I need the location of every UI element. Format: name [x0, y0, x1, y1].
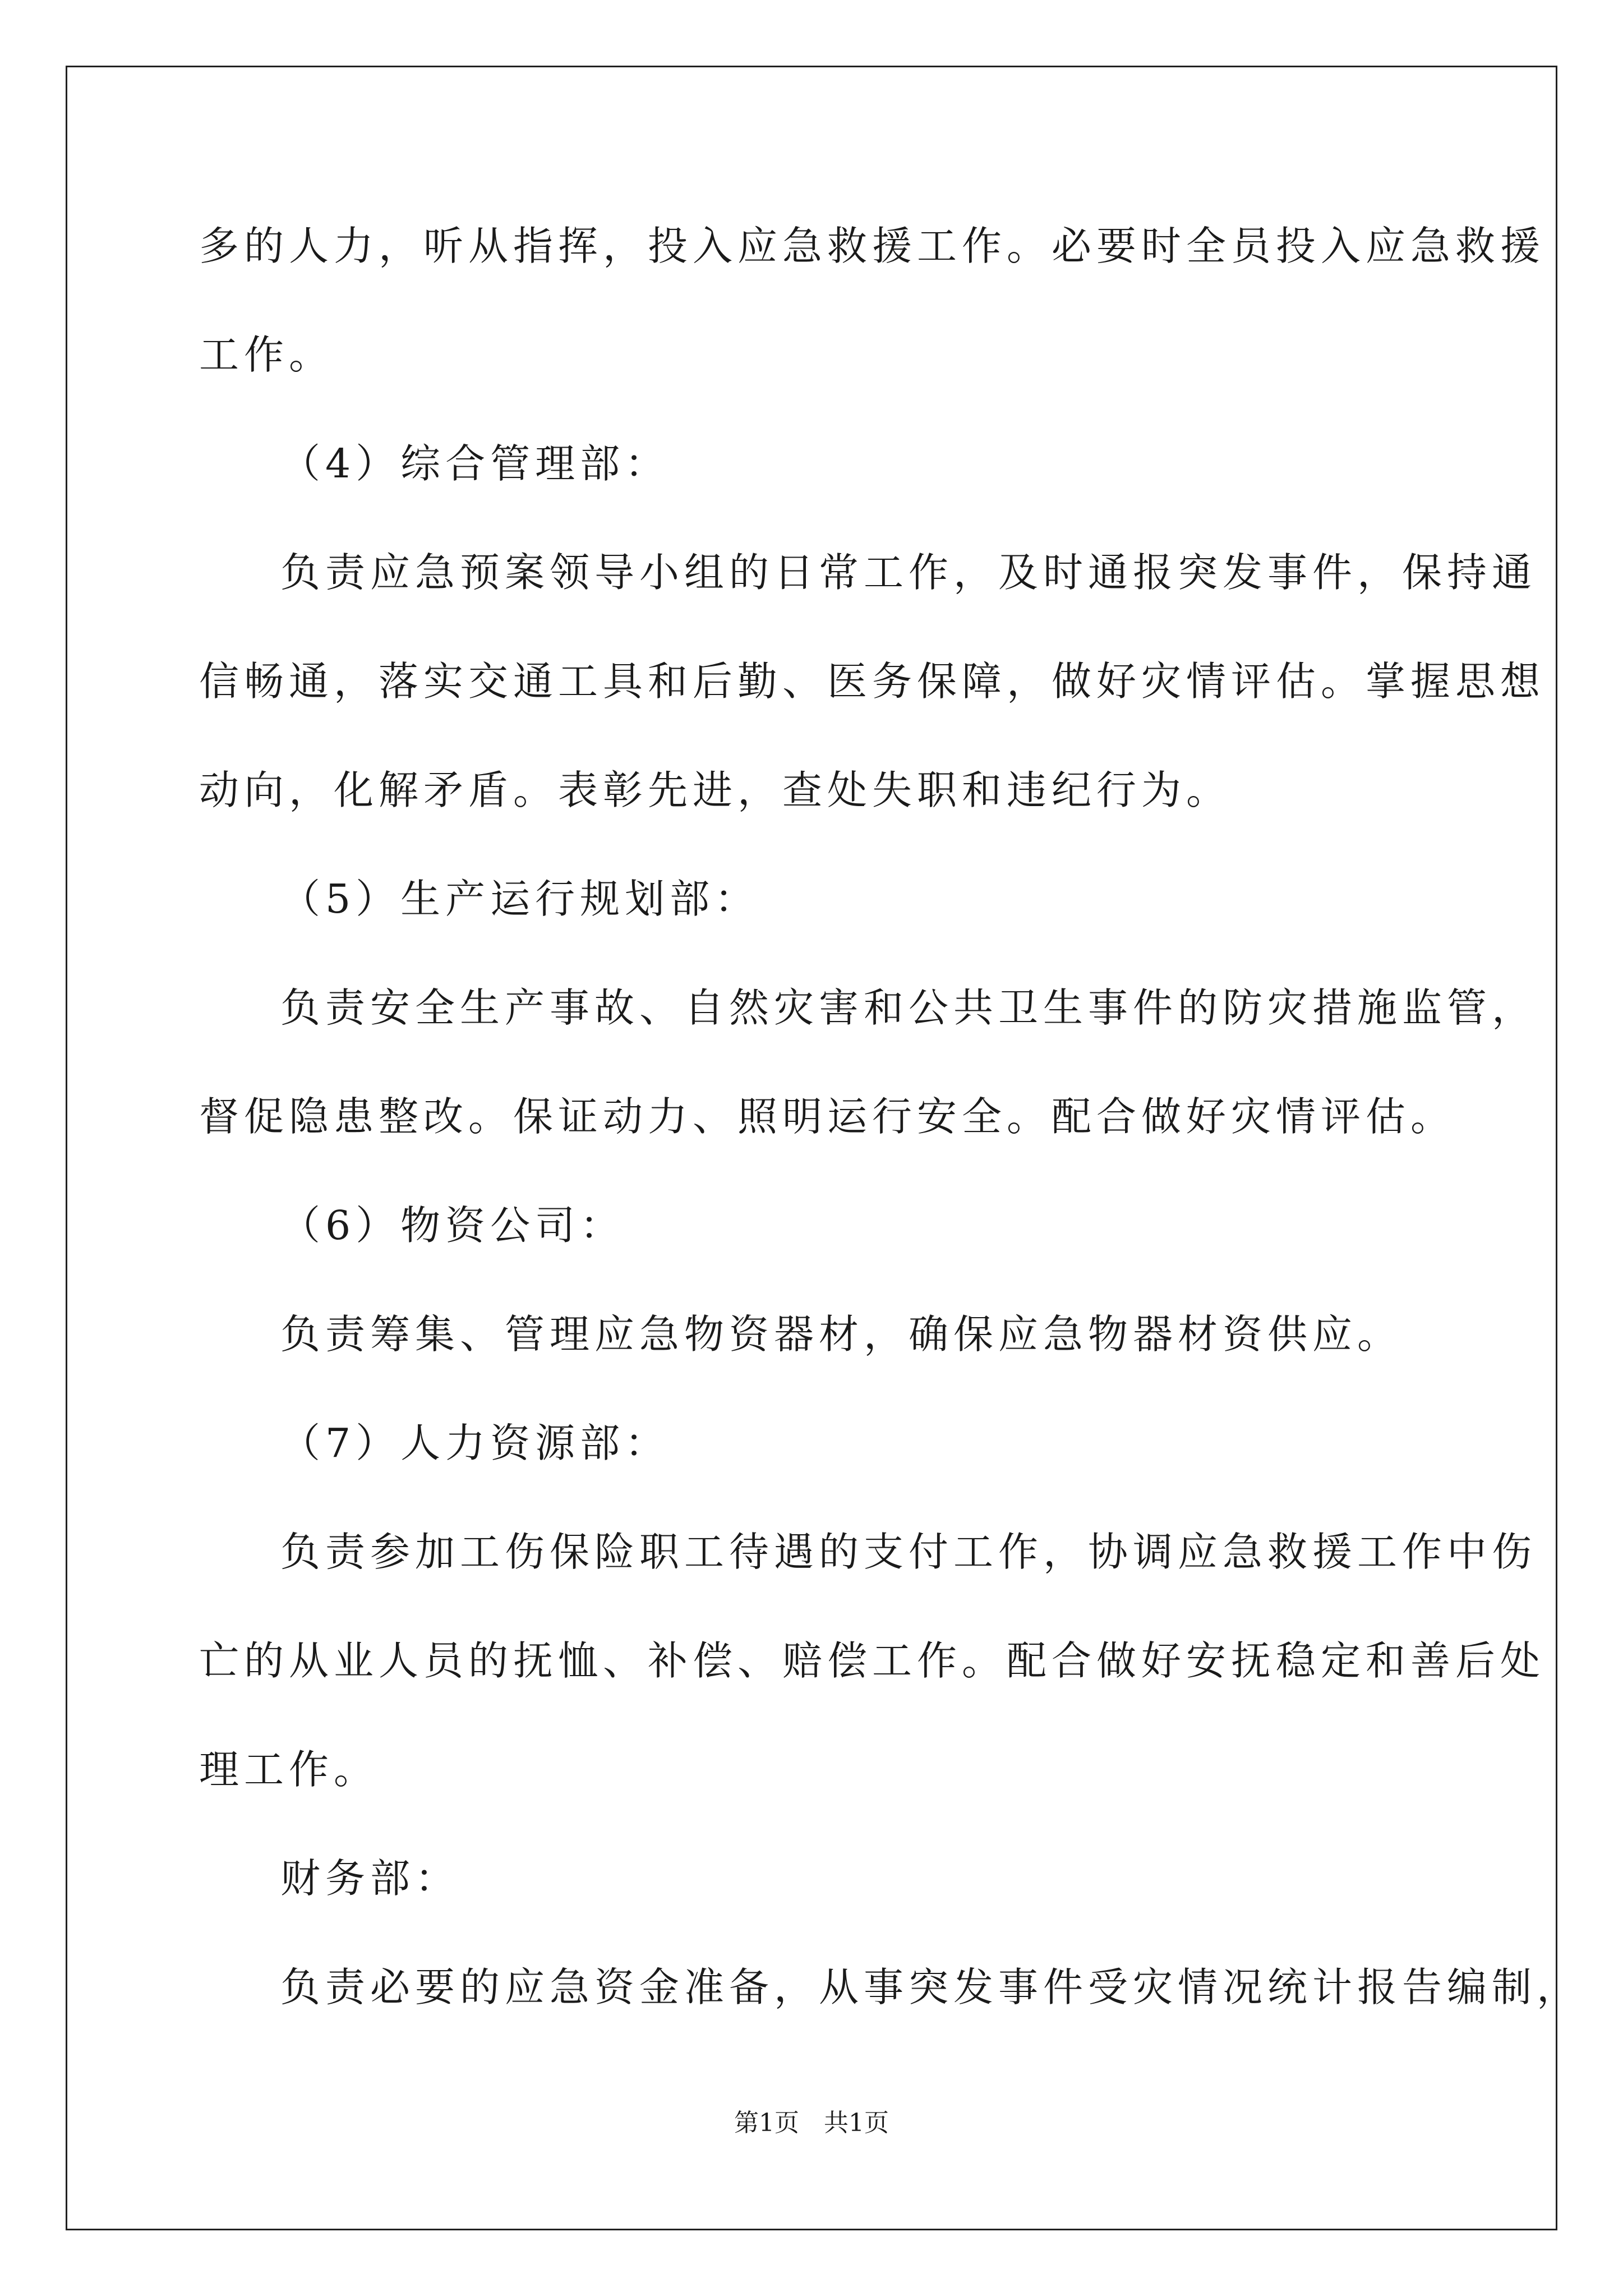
- text-line: 亡的从业人员的抚恤、补偿、赔偿工作。配合做好安抚稳定和善后处: [199, 1637, 1546, 1684]
- text-line: 负责筹集、管理应急物资器材，确保应急物器材资供应。: [280, 1311, 1403, 1358]
- section-heading: （7）人力资源部：: [280, 1420, 670, 1466]
- text-line: 负责安全生产事故、自然灾害和公共卫生事件的防灾措施监管，: [280, 984, 1537, 1031]
- text-line: 多的人力，听从指挥，投入应急救援工作。必要时全员投入应急救援: [199, 223, 1546, 269]
- text-line: 信畅通，落实交通工具和后勤、医务保障，做好灾情评估。掌握思想: [199, 658, 1546, 705]
- text-line: 督促隐患整改。保证动力、照明运行安全。配合做好灾情评估。: [199, 1093, 1456, 1140]
- text-line: 工作。: [199, 332, 334, 378]
- section-heading: （6）物资公司：: [280, 1202, 625, 1249]
- section-heading: （5）生产运行规划部：: [280, 876, 760, 922]
- page-number: 第1页 共1页: [734, 2109, 889, 2137]
- text-line: 动向，化解矛盾。表彰先进，查处失职和违纪行为。: [199, 767, 1232, 813]
- text-line: 负责参加工伤保险职工待遇的支付工作，协调应急救援工作中伤: [280, 1529, 1537, 1575]
- section-heading: （4）综合管理部：: [280, 440, 670, 487]
- text-line: 负责必要的应急资金准备，从事突发事件受灾情况统计报告编制，: [280, 1964, 1582, 2010]
- document-body: [199, 219, 1582, 2069]
- text-line: 理工作。: [199, 1746, 379, 1793]
- text-line: 负责应急预案领导小组的日常工作，及时通报突发事件，保持通: [280, 549, 1537, 596]
- section-heading: 财务部：: [280, 1855, 460, 1902]
